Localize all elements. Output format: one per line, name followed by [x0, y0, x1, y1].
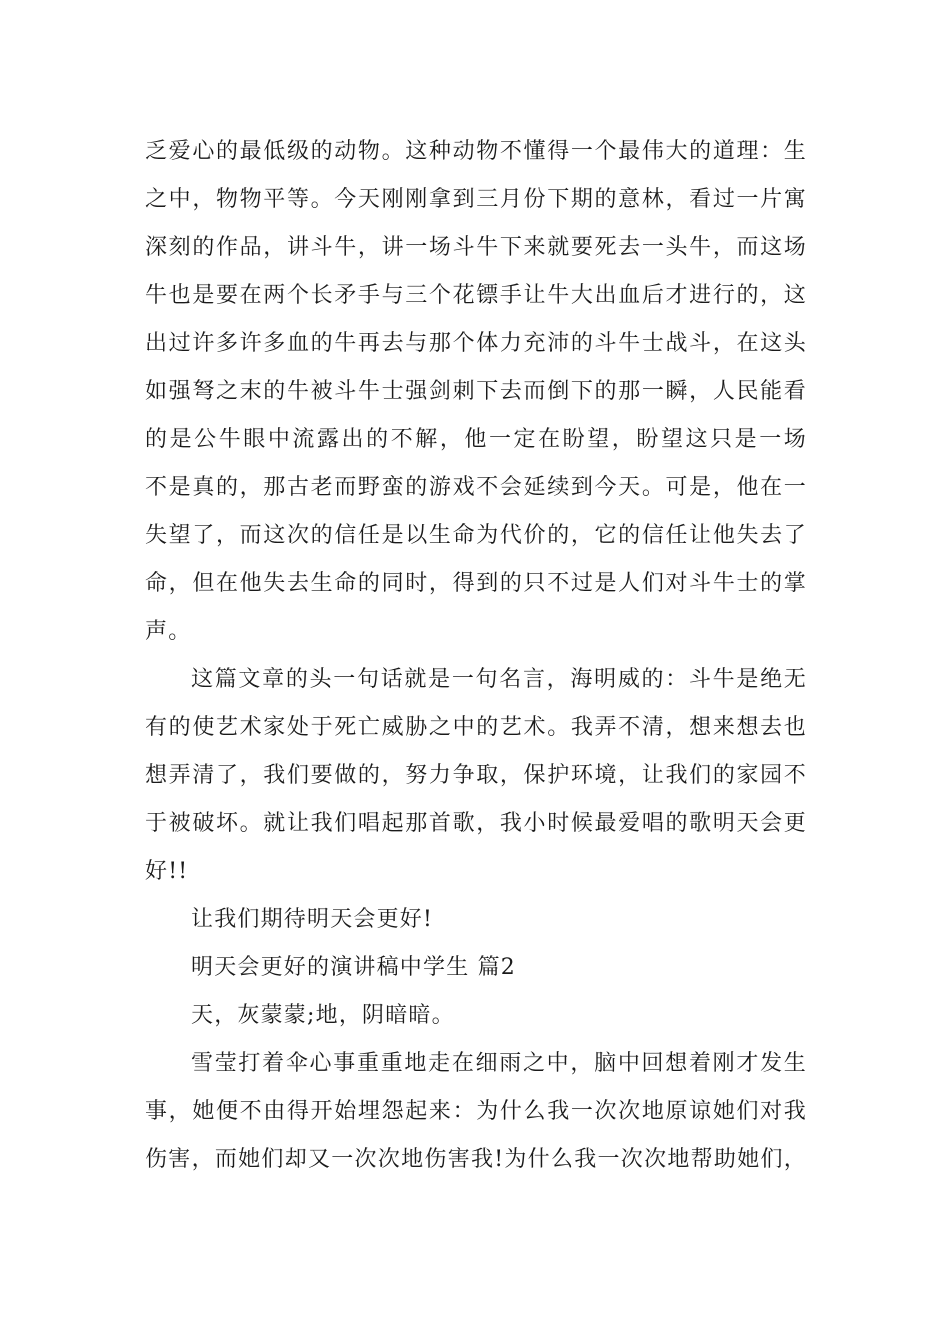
text-line: 命，但在他失去生命的同时，得到的只不过是人们对斗牛士的掌 — [145, 571, 807, 596]
text-line: 如强弩之末的牛被斗牛士强剑刺下去而倒下的那一瞬，人民能看 — [145, 379, 807, 404]
text-line: 雪莹打着伞心事重重地走在细雨之中，脑中回想着刚才发生 — [191, 1051, 807, 1076]
text-line: 之中，物物平等。今天刚刚拿到三月份下期的意林，看过一片寓 — [145, 187, 807, 212]
text-line: 不是真的，那古老而野蛮的游戏不会延续到今天。可是，他在一 — [145, 475, 807, 500]
body-text — [145, 128, 807, 1184]
text-line: 乏爱心的最低级的动物。这种动物不懂得一个最伟大的道理：生 — [145, 139, 807, 164]
text-line: 深刻的作品，讲斗牛，讲一场斗牛下来就要死去一头牛，而这场 — [145, 235, 807, 260]
text-line: 这篇文章的头一句话就是一句名言，海明威的：斗牛是绝无 — [191, 667, 807, 692]
text-line: 有的使艺术家处于死亡威胁之中的艺术。我弄不清，想来想去也 — [145, 715, 807, 740]
text-line: 伤害，而她们却又一次次地伤害我!为什么我一次次地帮助她们， — [145, 1147, 807, 1172]
text-line: 明天会更好的演讲稿中学生 篇2 — [191, 955, 516, 980]
text-line: 好!! — [145, 859, 189, 884]
text-line: 声。 — [145, 619, 192, 644]
text-line: 事，她便不由得开始埋怨起来：为什么我一次次地原谅她们对我 — [145, 1099, 807, 1124]
text-line: 失望了，而这次的信任是以生命为代价的，它的信任让他失去了 — [145, 523, 807, 548]
text-line: 于被破坏。就让我们唱起那首歌，我小时候最爱唱的歌明天会更 — [145, 811, 807, 836]
text-line: 想弄清了，我们要做的，努力争取，保护环境，让我们的家园不 — [145, 763, 807, 788]
text-line: 天，灰蒙蒙;地，阴暗暗。 — [191, 1003, 455, 1028]
text-line: 让我们期待明天会更好! — [191, 907, 434, 932]
text-line: 的是公牛眼中流露出的不解，他一定在盼望，盼望这只是一场 — [145, 427, 807, 452]
text-line: 出过许多许多血的牛再去与那个体力充沛的斗牛士战斗，在这头 — [145, 331, 807, 356]
text-line: 牛也是要在两个长矛手与三个花镖手让牛大出血后才进行的，这 — [145, 283, 807, 308]
